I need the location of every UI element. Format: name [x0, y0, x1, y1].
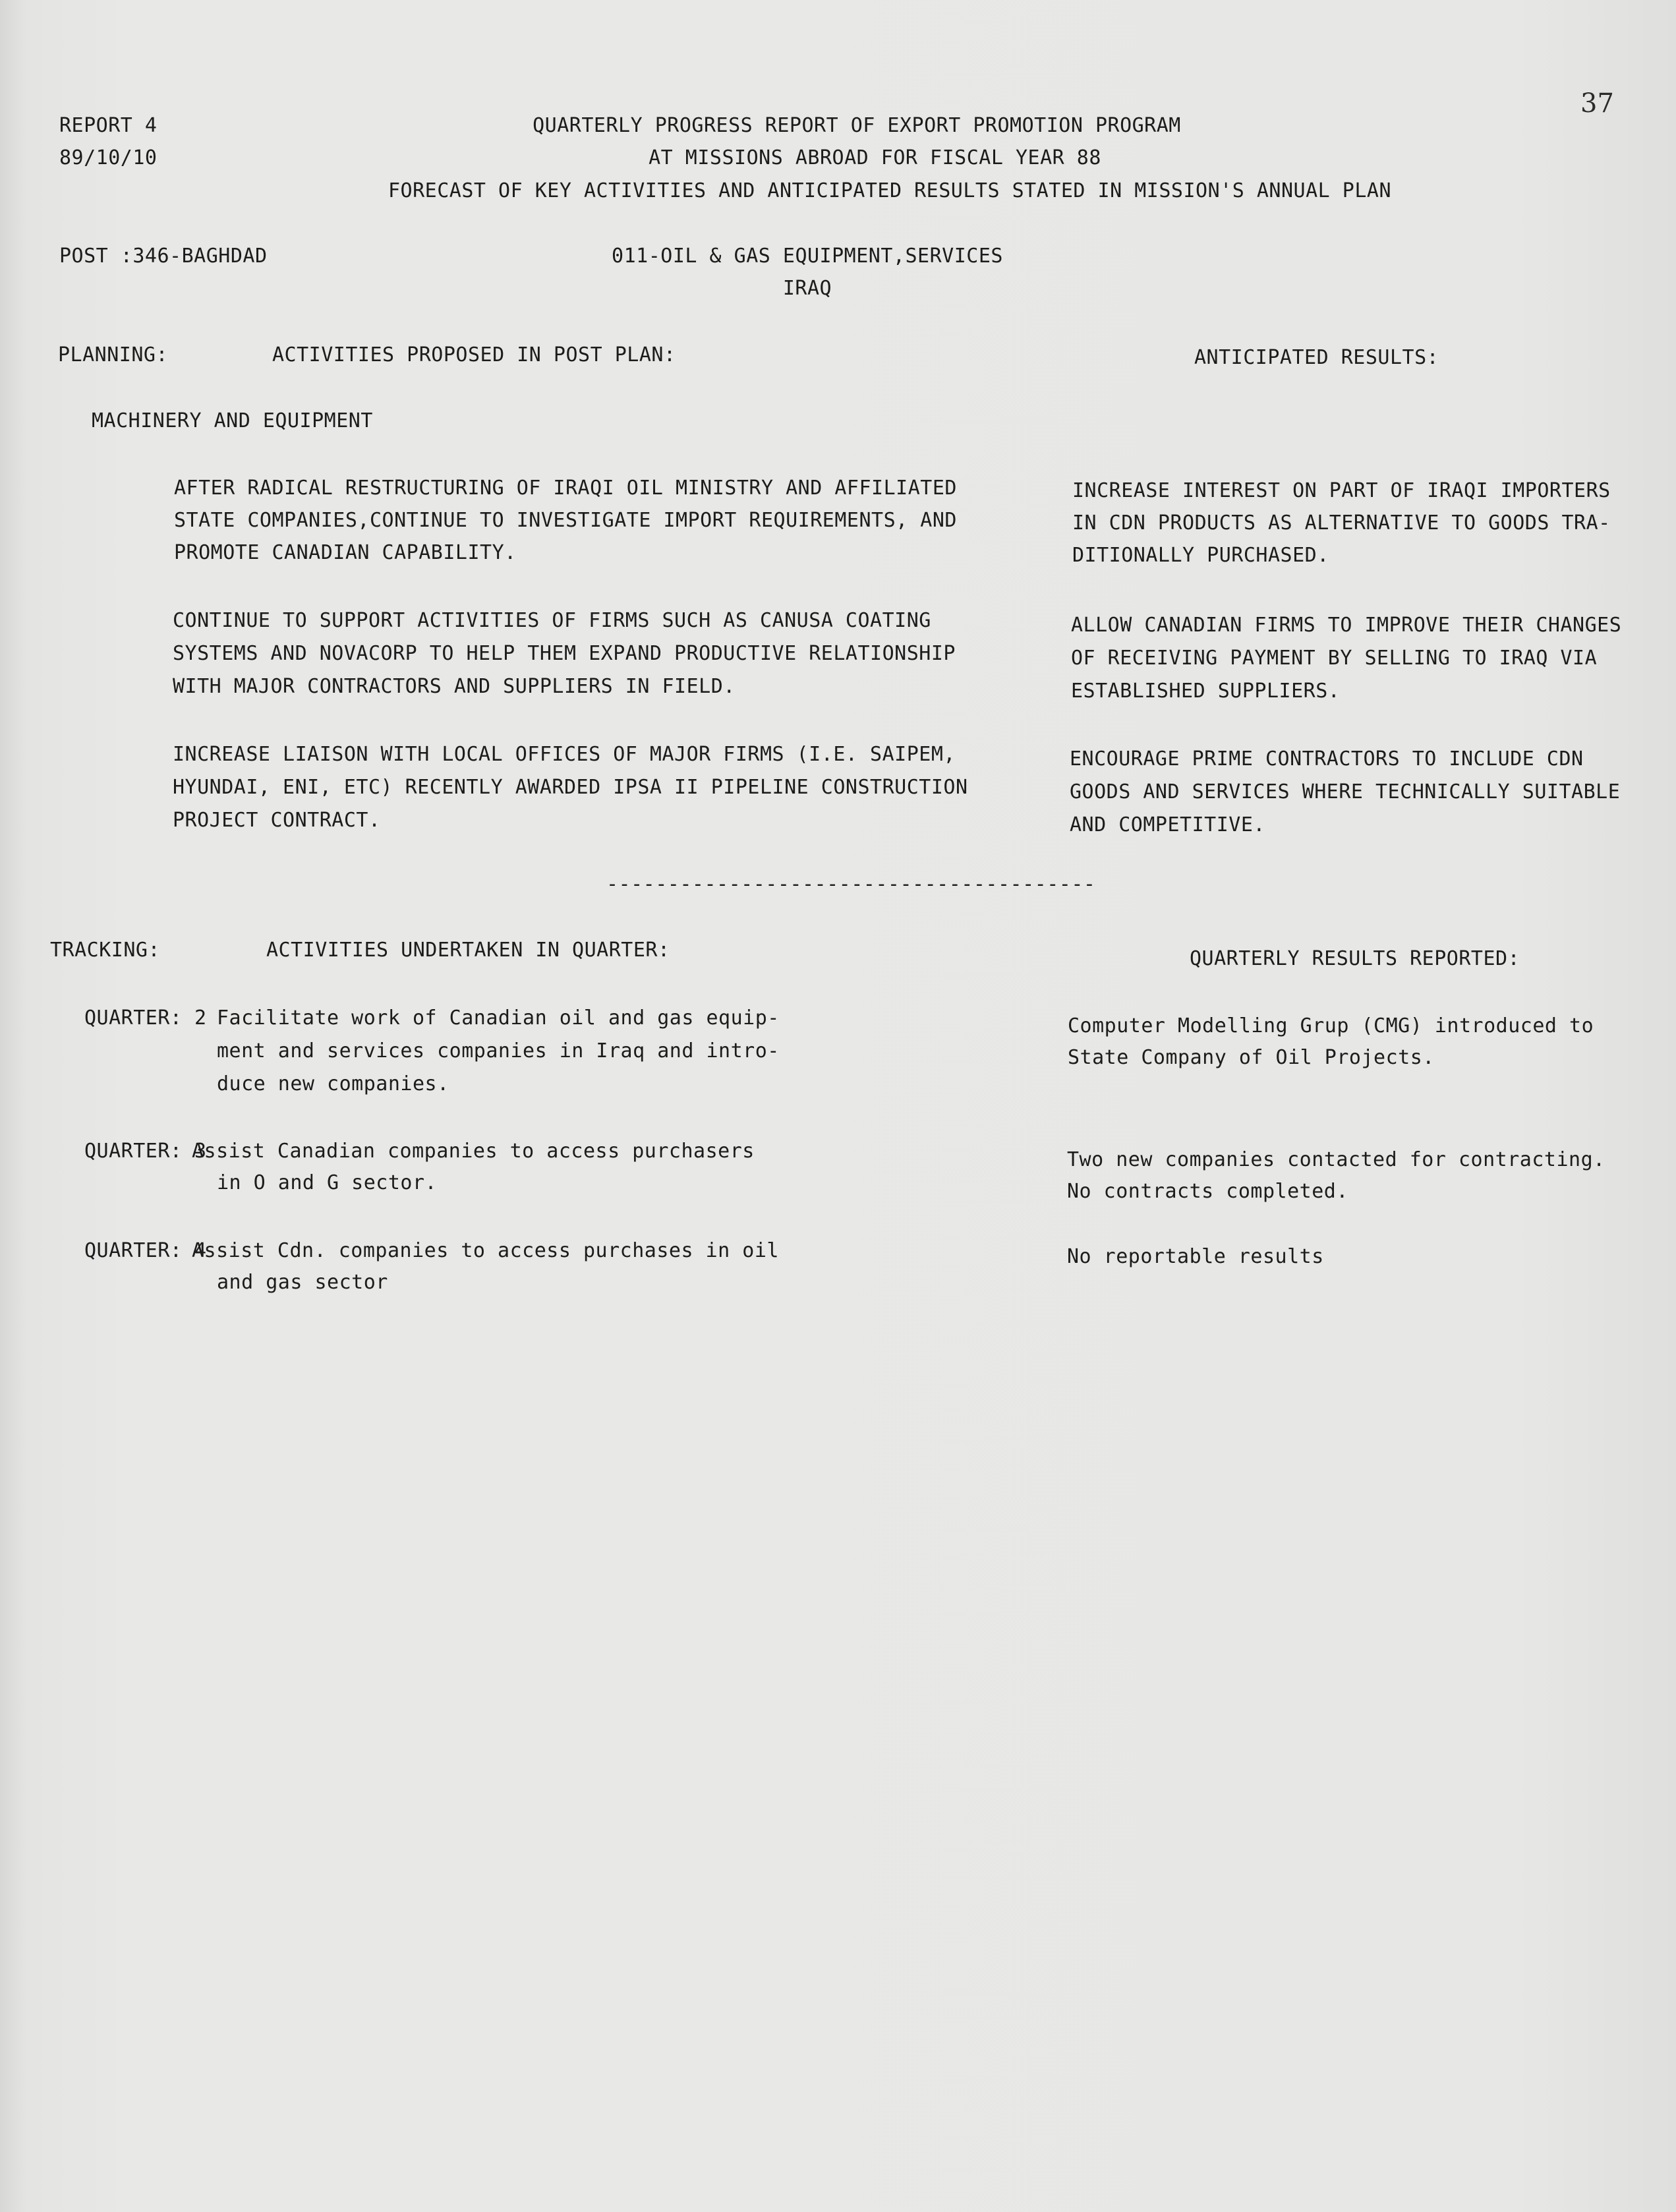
section-separator: ---------------------------------------- — [606, 873, 1096, 896]
planning-activity-line: SYSTEMS AND NOVACORP TO HELP THEM EXPAND PRODUCTIVE RELATIONSHIP — [173, 642, 956, 665]
quarter-activity-line: in O and G sector. — [217, 1171, 438, 1194]
report-title-line-1: QUARTERLY PROGRESS REPORT OF EXPORT PROMOTION PROGRAM — [533, 114, 1181, 137]
anticipated-result-line: GOODS AND SERVICES WHERE TECHNICALLY SUITABLE — [1070, 780, 1621, 803]
quarter-activity-line: and gas sector — [217, 1271, 388, 1294]
planning-activity-line: STATE COMPANIES,CONTINUE TO INVESTIGATE IMPORT REQUIREMENTS, AND — [174, 509, 957, 532]
quarter-label: QUARTER: 4 — [84, 1239, 207, 1262]
post-label: POST :346-BAGHDAD — [59, 245, 268, 268]
anticipated-result-line: INCREASE INTEREST ON PART OF IRAQI IMPORTERS — [1072, 479, 1611, 502]
quarter-activity-line: ment and services companies in Iraq and intro- — [217, 1039, 780, 1062]
tracking-label: TRACKING: — [50, 939, 161, 962]
quarterly-results-heading: QUARTERLY RESULTS REPORTED: — [1190, 947, 1520, 970]
planning-activity-line: CONTINUE TO SUPPORT ACTIVITIES OF FIRMS SUCH AS CANUSA COATING — [173, 609, 931, 632]
quarter-label: QUARTER: 3 — [84, 1140, 207, 1163]
planning-activity-line: AFTER RADICAL RESTRUCTURING OF IRAQI OIL MINISTRY AND AFFILIATED — [174, 477, 957, 500]
quarter-result-line: No reportable results — [1067, 1245, 1324, 1268]
planning-activities-heading: ACTIVITIES PROPOSED IN POST PLAN: — [272, 343, 676, 366]
planning-category: MACHINERY AND EQUIPMENT — [92, 409, 373, 432]
report-date: 89/10/10 — [59, 146, 158, 169]
anticipated-result-line: ESTABLISHED SUPPLIERS. — [1071, 680, 1341, 703]
anticipated-result-line: ENCOURAGE PRIME CONTRACTORS TO INCLUDE CDN — [1070, 747, 1584, 771]
quarter-result-line: No contracts completed. — [1067, 1180, 1348, 1203]
planning-label: PLANNING: — [58, 343, 169, 366]
page-number: 37 — [1580, 88, 1614, 119]
anticipated-result-line: IN CDN PRODUCTS AS ALTERNATIVE TO GOODS TRA- — [1072, 511, 1611, 535]
country-label: IRAQ — [782, 277, 832, 300]
report-title-line-2: AT MISSIONS ABROAD FOR FISCAL YEAR 88 — [649, 146, 1101, 169]
quarter-result-line: Computer Modelling Grup (CMG) introduced to — [1068, 1014, 1594, 1037]
planning-activity-line: PROMOTE CANADIAN CAPABILITY. — [174, 541, 517, 564]
report-title-line-3: FORECAST OF KEY ACTIVITIES AND ANTICIPATED RESULTS STATED IN MISSION'S ANNUAL PLAN — [388, 179, 1392, 202]
anticipated-result-line: AND COMPETITIVE. — [1070, 813, 1265, 836]
quarter-activity-line: duce new companies. — [217, 1072, 449, 1095]
planning-activity-line: INCREASE LIAISON WITH LOCAL OFFICES OF MAJOR FIRMS (I.E. SAIPEM, — [173, 743, 956, 766]
tracking-activities-heading: ACTIVITIES UNDERTAKEN IN QUARTER: — [266, 939, 670, 962]
report-number: REPORT 4 — [59, 114, 158, 137]
quarter-activity-line: Assist Canadian companies to access purchasers — [192, 1140, 755, 1163]
anticipated-results-heading: ANTICIPATED RESULTS: — [1194, 346, 1439, 369]
anticipated-result-line: OF RECEIVING PAYMENT BY SELLING TO IRAQ VIA — [1071, 647, 1598, 670]
sector-label: 011-OIL & GAS EQUIPMENT,SERVICES — [612, 245, 1003, 268]
quarter-activity-line: Assist Cdn. companies to access purchases in oil — [192, 1239, 779, 1262]
quarter-activity-line: Facilitate work of Canadian oil and gas equip- — [217, 1006, 780, 1030]
planning-activity-line: HYUNDAI, ENI, ETC) RECENTLY AWARDED IPSA II PIPELINE CONSTRUCTION — [173, 776, 968, 799]
quarter-label: QUARTER: 2 — [84, 1006, 207, 1030]
planning-activity-line: PROJECT CONTRACT. — [173, 809, 381, 832]
anticipated-result-line: ALLOW CANADIAN FIRMS TO IMPROVE THEIR CHANGES — [1071, 614, 1622, 637]
quarter-result-line: State Company of Oil Projects. — [1068, 1046, 1435, 1069]
anticipated-result-line: DITIONALLY PURCHASED. — [1072, 544, 1329, 567]
quarter-result-line: Two new companies contacted for contracting. — [1067, 1148, 1605, 1171]
planning-activity-line: WITH MAJOR CONTRACTORS AND SUPPLIERS IN FIELD. — [173, 675, 736, 698]
